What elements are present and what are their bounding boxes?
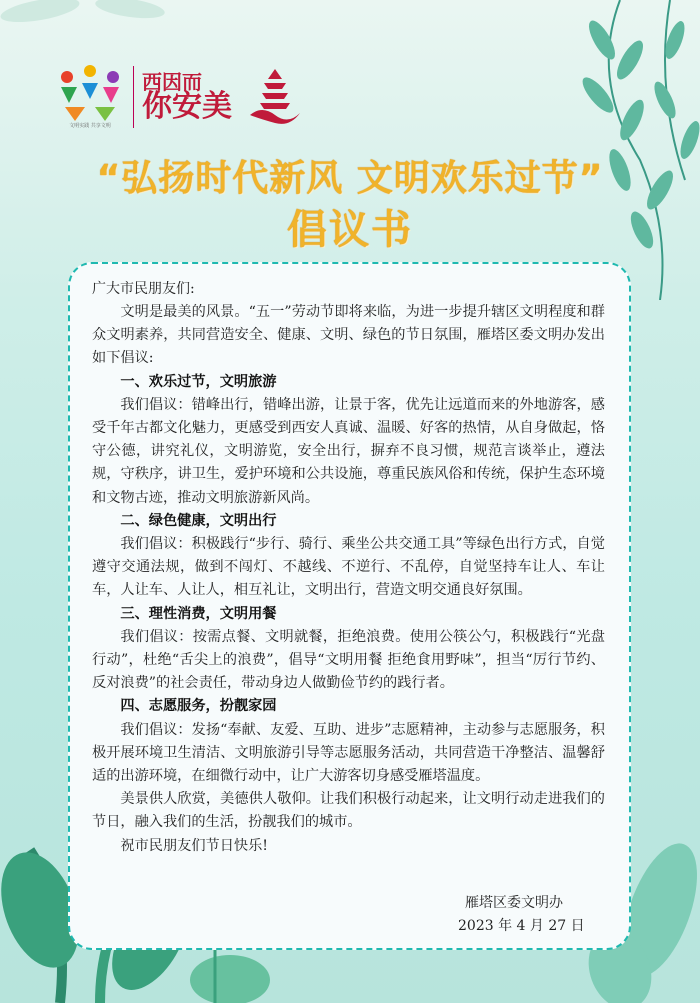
wish-line: 祝市民朋友们节日快乐! — [120, 837, 268, 854]
signature-org: 雁塔区委文明办 — [465, 895, 563, 911]
logo-line2: 你安美 — [142, 89, 232, 124]
section-heading: 二、绿色健康，文明出行 — [120, 512, 277, 529]
section-text: 我们倡议：按需点餐、文明就餐，拒绝浪费。使用公筷公勺，积极践行“光盘行动”，杜绝“舌尖上的浪费”，倡导“文明用餐 拒绝食用野味”，担当“厉行节约、反对浪费”的社会责任，带动身边人做勤俭节约的践行者。 — [92, 628, 605, 692]
xian-logo-text — [142, 72, 232, 122]
section-heading: 三、理性消费，文明用餐 — [120, 605, 277, 622]
greeting: 广大市民朋友们: — [92, 281, 195, 297]
title-line1: “弘扬时代新风 文明欢乐过节” — [96, 158, 604, 199]
closing-paragraph: 美景供人欣赏，美德供人敬仰。让我们积极行动起来，让文明行动走进我们的节日，融入我们的生活，扮靓我们的城市。 — [92, 791, 605, 831]
pagoda-logo-icon — [242, 65, 308, 129]
title-line2: 倡议书 — [287, 207, 413, 253]
top-left-leaf-decoration — [0, 0, 200, 60]
signature-date: 2023 年 4 月 27 日 — [458, 918, 585, 934]
section-heading: 一、欢乐过节，文明旅游 — [120, 373, 277, 390]
logo-group — [55, 62, 308, 132]
section-text: 我们倡议：积极践行“步行、骑行、乘坐公共交通工具”等绿色出行方式，自觉遵守交通法规，做到不闯灯、不越线、不逆行、不乱停，自觉坚持车让人、车让车，人让车、人让人，相互礼让，文明出行，营造文明交通良好氛围。 — [92, 536, 605, 599]
logo-divider — [133, 66, 134, 128]
logo-line1: 西因而 — [142, 70, 202, 94]
civilization-logo — [55, 63, 125, 131]
intro-paragraph: 文明是最美的风景。“五一”劳动节即将来临，为进一步提升辖区文明程度和群众文明素养，共同营造安全、健康、文明、绿色的节日氛围，雁塔区委文明办发出如下倡议: — [92, 304, 605, 367]
proposal-card — [68, 262, 631, 950]
section-text: 我们倡议：发扬“奉献、友爱、互助、进步”志愿精神，主动参与志愿服务，积极开展环境卫生清洁、文明旅游引导等志愿服务活动，共同营造干净整洁、温馨舒适的出游环境，在细微行动中，让广大游客切身感受雁塔温度。 — [92, 721, 605, 785]
section-text: 我们倡议：错峰出行，错峰出游，让景于客，优先让远道而来的外地游客，感受千年古都文化魅力，更感受到西安人真诚、温暖、好客的热情，从自身做起，恪守公德，讲究礼仪，文明游览，安全出行，摒弃不良习惯，规范言谈举止，遵法规，守秩序，讲卫生，爱护环境和公共设施，尊重民族风俗和传统，保护生态环境和文物古迹，推动文明旅游新风尚。 — [92, 396, 605, 506]
section-heading: 四、志愿服务，扮靓家园 — [120, 698, 277, 715]
civilization-emblem-icon — [55, 63, 125, 123]
logo-slogan: 文明实践 共享文明 — [69, 123, 111, 129]
